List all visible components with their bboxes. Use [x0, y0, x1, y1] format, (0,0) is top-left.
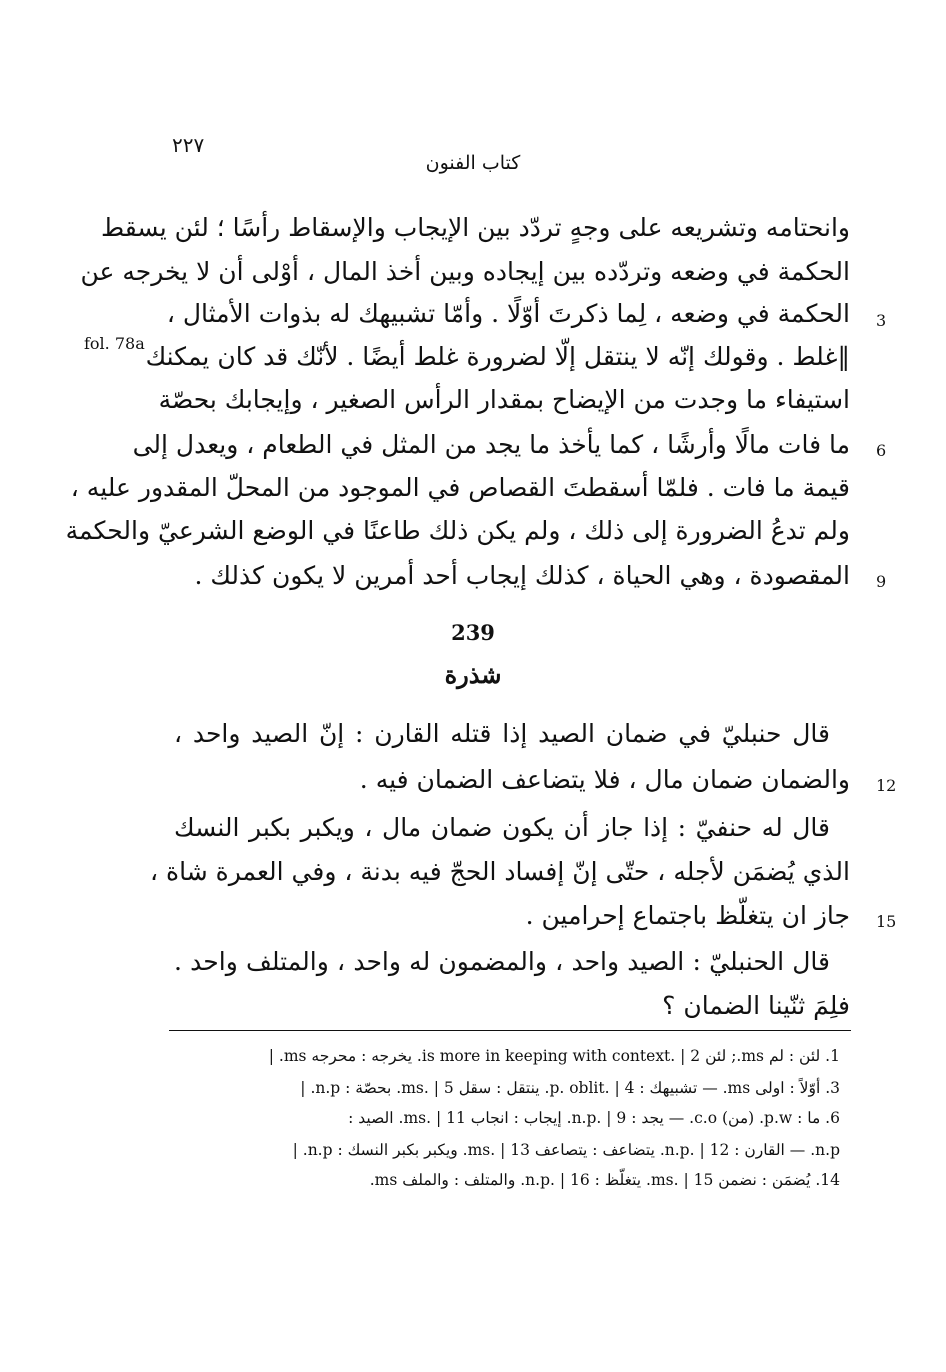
footnote-line: 6. ما : p.w. (من) c.o. — يجد : n.p. | 9. إيجاب : انجاب ms. | 11. الصيد : — [348, 1109, 840, 1127]
line-number: 12 — [876, 776, 897, 795]
text-line: قال له حنفيّ : إذا جاز أن يكون ضمان مال ، ويكبر بكبر النسك — [174, 813, 830, 842]
line-number: 6 — [876, 441, 887, 460]
text-line: المقصودة ، وهي الحياة ، كذلك إيجاب أحد أمرين لا يكون كذلك . — [194, 561, 850, 590]
section-title: شذرة — [444, 660, 502, 689]
text-line: ولم تدعُ الضرورة إلى ذلك ، ولم يكن ذلك طاعنًا في الوضع الشرعيّ والحكمة — [65, 516, 850, 545]
footnote-rule — [169, 1030, 851, 1031]
running-head: كتاب الفنون — [425, 152, 521, 174]
section-number: 239 — [451, 620, 495, 645]
footnote-line: n.p. — القارن : n.p. | 12. يتضاعف : يتصاعف ms. | 13. ويكبر بكبر النسك : n.p. | — [292, 1141, 840, 1159]
text-line: والضمان ضمان مال ، فلا يتضاعف الضمان فيه . — [359, 765, 850, 794]
text-line: استيفاء ما وجدت من الإيضاح بمقدار الرأس الصغير ، وإيجابك بحصّة — [158, 385, 850, 414]
text-line: فلِمَ ثنّينا الضمان ؟ — [662, 991, 850, 1020]
text-line: قيمة ما فات . فلمّا أسقطتَ القصاص في الموجود من المحلّ المقدور عليه ، — [70, 473, 850, 502]
page-number: ٢٢٧ — [172, 133, 205, 157]
footnote-line: 1. لئن : لم ms.; لئن is more in keeping with context. | 2. يخرجه : محرجه ms. | — [268, 1047, 840, 1065]
text-line: جاز ان يتغلّظ باجتماع إحرامين . — [525, 901, 850, 930]
text-line: قال حنبليّ في ضمان الصيد إذا قتله القارن : إنّ الصيد واحد ، — [174, 719, 830, 748]
line-number: 9 — [876, 572, 887, 591]
footnote-line: 3. أوّلاً : اولى ms. — تشبيهك : p. oblit. | 4. ينتقل : سقل ms. | 5. بحصّة : n.p. | — [300, 1079, 840, 1097]
text-line: ‖غلط . وقولك إنّه لا ينتقل إلّا لضرورة غلط أيضًا . لأنّك قد كان يمكنك — [145, 342, 850, 371]
line-number: 15 — [876, 912, 897, 931]
text-line: الحكمة في وضعه وتردّده بين إيجاده وبين أخذ المال ، أوْلى أن لا يخرجه عن — [80, 257, 850, 286]
text-line: الذي يُضمَن لأجله ، حتّى إنّ إفساد الحجّ فيه بدنة ، وفي العمرة شاة ، — [150, 857, 850, 886]
text-line: وانحتامه وتشريعه على وجهٍ تردّد بين الإيجاب والإسقاط رأسًا ؛ لئن يسقط — [101, 213, 850, 242]
text-line: الحكمة في وضعه ، لِما ذكرتَ أوّلًا . وأمّا تشبيهك له بذوات الأمثال ، — [166, 299, 850, 328]
line-number: 3 — [876, 311, 887, 330]
text-line: قال الحنبليّ : الصيد واحد ، والمضمون له واحد ، والمتلف واحد . — [174, 947, 830, 976]
folio-note: fol. 78a — [84, 334, 145, 353]
text-line: ما فات مالًا وأرشًا ، كما يأخذ ما يجد من المثل في الطعام ، ويعدل إلى — [132, 430, 850, 459]
footnote-line: 14. يُضمَن : نضمن ms. | 15. يتغلّظ : n.p. | 16. والمتلف : والملف ms. — [369, 1171, 840, 1189]
